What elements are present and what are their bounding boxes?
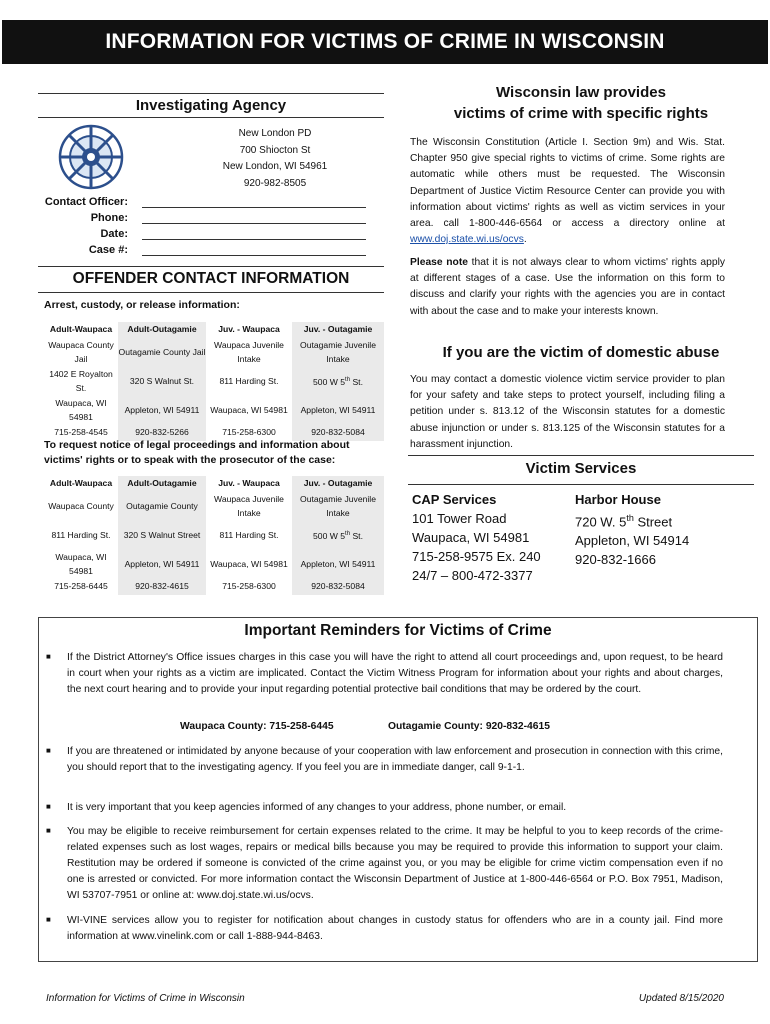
notice-subtitle: To request notice of legal proceedings and information about victims' rights or to speak with the prosecutor of the case: — [44, 439, 350, 466]
cap-services-contact — [412, 490, 572, 585]
table-cell: Waupaca, WI 54981 — [55, 552, 107, 576]
table-cell: Waupaca, WI 54981 — [210, 558, 288, 569]
table-header: Adult-Outagamie — [118, 476, 206, 492]
cap-services-name: CAP Services — [412, 492, 497, 507]
page-title-banner: INFORMATION FOR VICTIMS OF CRIME IN WISCONSIN — [2, 20, 768, 64]
date-label: Date: — [100, 228, 128, 240]
reminder-item: WI-VINE services allow you to register for notification about changes in custody status for offenders who are in a county jail. Find more information at www.vinelink.com or call 1-888-944-8463. — [67, 915, 723, 942]
reminder-item: It is very important that you keep agencies informed of any changes to your address, phone number, or email. — [67, 802, 567, 813]
cap-address: 101 Tower Road — [412, 511, 507, 526]
table-cell: Outagamie Juvenile Intake — [292, 338, 384, 367]
law-text: The Wisconsin Constitution (Article I. Section 9m) and Wis. Stat. Chapter 950 give special rights to victims of crime. Some rights are automatic while others must be requested. The Wisconsin Department of Justice Victim Resource Center can provide you with information about victims' rights as well as victim services in your area. call 1-800-446-6564 or access a directory online at — [410, 137, 725, 230]
table-cell: 811 Harding St. — [51, 529, 111, 540]
domestic-abuse-text: You may contact a domestic violence victim service provider to plan for your safety and take steps to protect yourself, including filing a petition under s. 813.12 of the Wisconsin statutes for a domestic abuse injunction or under s. 813.125 of the Wisconsin statutes for a harassment injunction. — [410, 374, 725, 450]
cap-hotline: 24/7 – 800-472-3377 — [412, 568, 533, 583]
bullet-icon: ■ — [46, 652, 51, 661]
table-cell: Appleton, WI 54911 — [118, 396, 206, 425]
table-cell: 811 Harding St. — [219, 529, 279, 540]
domestic-abuse-heading: If you are the victim of domestic abuse — [442, 344, 720, 361]
reminders-heading: Important Reminders for Victims of Crime — [244, 622, 552, 639]
contact-officer-field[interactable] — [142, 207, 366, 208]
table-cell: 320 S Walnut St. — [118, 367, 206, 396]
table-cell: 715-258-6300 — [222, 427, 276, 438]
table-cell: Waupaca, WI 54981 — [210, 404, 288, 415]
cap-phone: 715-258-9575 Ex. 240 — [412, 549, 541, 564]
table-cell: 1402 E Royalton St. — [49, 369, 113, 393]
divider — [38, 93, 384, 94]
table-cell: Outagamie County — [118, 492, 206, 521]
agency-address — [190, 126, 360, 192]
table-header: Juv. - Waupaca — [218, 324, 280, 335]
agency-name: New London PD — [238, 128, 312, 139]
case-number-field[interactable] — [142, 255, 366, 256]
agency-street: 700 Shiocton St — [239, 144, 311, 156]
note-paragraph — [410, 255, 725, 320]
table-header: Adult-Waupaca — [49, 478, 113, 489]
table-cell: 715-258-6300 — [222, 581, 276, 592]
reminder-item: You may be eligible to receive reimbursement for certain expenses related to the crime. It may be helpful to you to keep records of the crime-related expenses such as lost wages, repairs or medical bills because you may be required to provide this information to support your claim. Restitution may be ordered if someone is convicted of the crime against you, or you may be eligible for crime victim compensation even if no one is arrested or convicted. For more information contact the Wisconsin Department of Justice at 1-800-446-6564 or P.O. Box 7951, Madison, WI 53707-7951 or online at: www.doj.state.wi.us/ocvs. — [67, 826, 723, 901]
table-header: Juv. - Outagamie — [292, 476, 384, 492]
harbor-phone: 920-832-1666 — [575, 552, 656, 568]
reminder-item: If you are threatened or intimidated by anyone because of your cooperation with law enforcement and prosecution in connection with this crime, you should report that to the investigating agency. If you feel you are in immediate danger, call 9-1-1. — [67, 746, 723, 773]
offender-contact-heading: OFFENDER CONTACT INFORMATION — [72, 270, 350, 287]
law-paragraph — [410, 135, 725, 248]
bullet-icon: ■ — [46, 915, 51, 924]
table-header: Juv. - Waupaca — [218, 478, 280, 489]
victim-services-heading: Victim Services — [525, 460, 637, 477]
table-cell: Outagamie Juvenile Intake — [292, 492, 384, 521]
wisconsin-law-heading — [408, 82, 754, 124]
agency-city: New London, WI 54961 — [222, 161, 328, 172]
table-cell: 920-832-5084 — [292, 425, 384, 441]
table-cell: Appleton, WI 54911 — [118, 550, 206, 579]
harbor-house-contact — [575, 490, 755, 569]
harbor-house-name: Harbor House — [575, 492, 661, 507]
waupaca-contact: Waupaca County: 715-258-6445 — [180, 721, 334, 732]
harbor-city: Appleton, WI 54914 — [575, 533, 690, 549]
table-cell: Outagamie County Jail — [118, 338, 206, 367]
ocvs-link[interactable]: www.doj.state.wi.us/ocvs — [410, 234, 524, 246]
table-cell: 715-258-6445 — [54, 581, 108, 592]
cap-city: Waupaca, WI 54981 — [412, 530, 530, 545]
bullet-icon: ■ — [46, 802, 51, 811]
divider — [408, 455, 754, 456]
table-cell: 500 W 5th St. — [292, 521, 384, 550]
bullet-icon: ■ — [46, 746, 51, 755]
bullet-icon: ■ — [46, 826, 51, 835]
outagamie-contact: Outagamie County: 920-832-4615 — [388, 721, 550, 732]
table-cell: 920-832-5266 — [118, 425, 206, 441]
arrest-subtitle: Arrest, custody, or release information: — [44, 299, 240, 311]
table-cell: 811 Harding St. — [219, 375, 279, 386]
table-cell: Waupaca County — [48, 500, 114, 511]
note-text: that it is not always clear to whom victims' rights apply at different stages of a case. Use the information on this form to discuss and clarify your rights with the agencies you are in contact with about the case and to make your interests known. — [410, 257, 726, 317]
divider — [408, 484, 754, 485]
heading-line: victims of crime with specific rights — [453, 105, 709, 122]
investigating-agency-heading: Investigating Agency — [135, 97, 287, 114]
date-field[interactable] — [142, 239, 366, 240]
phone-field[interactable] — [142, 223, 366, 224]
table-header: Juv. - Outagamie — [292, 322, 384, 338]
phone-label: Phone: — [90, 212, 128, 224]
table-cell: Appleton, WI 54911 — [292, 550, 384, 579]
law-text-end: . — [523, 234, 527, 246]
notice-contact-table — [44, 476, 384, 595]
table-cell: 500 W 5th St. — [292, 367, 384, 396]
case-number-label: Case #: — [88, 244, 128, 256]
harbor-address: 720 W. 5th Street — [575, 513, 673, 530]
arrest-contact-table — [44, 322, 384, 441]
police-seal-icon — [58, 124, 124, 190]
divider — [38, 266, 384, 267]
divider — [38, 292, 384, 293]
contact-officer-label: Contact Officer: — [44, 196, 128, 208]
note-label: Please note — [410, 257, 468, 268]
table-cell: 920-832-5084 — [292, 579, 384, 595]
heading-line: Wisconsin law provides — [496, 84, 666, 101]
footer-updated: Updated 8/15/2020 — [638, 993, 724, 1004]
table-cell: 320 S Walnut Street — [118, 521, 206, 550]
table-header: Adult-Outagamie — [118, 322, 206, 338]
reminder-item: If the District Attorney's Office issues charges in this case you will have the right to attend all court proceedings and, upon request, to be heard in court when your rights as a victim are implicated. Contact the Victim Witness Program for information about your rights and about charges, the next court hearing and to provide your input regarding potential protective bail conditions that may be ordered by the court. — [67, 652, 723, 695]
table-cell: Waupaca Juvenile Intake — [214, 494, 284, 518]
table-cell: Waupaca Juvenile Intake — [214, 340, 284, 364]
table-cell: 715-258-4545 — [54, 427, 108, 438]
footer-title: Information for Victims of Crime in Wisconsin — [46, 993, 245, 1004]
divider — [38, 117, 384, 118]
agency-phone: 920-982-8505 — [243, 177, 307, 189]
table-header: Adult-Waupaca — [49, 324, 113, 335]
table-cell: Waupaca, WI 54981 — [55, 398, 107, 422]
table-cell: Appleton, WI 54911 — [292, 396, 384, 425]
table-cell: Waupaca County Jail — [48, 340, 114, 364]
table-cell: 920-832-4615 — [118, 579, 206, 595]
